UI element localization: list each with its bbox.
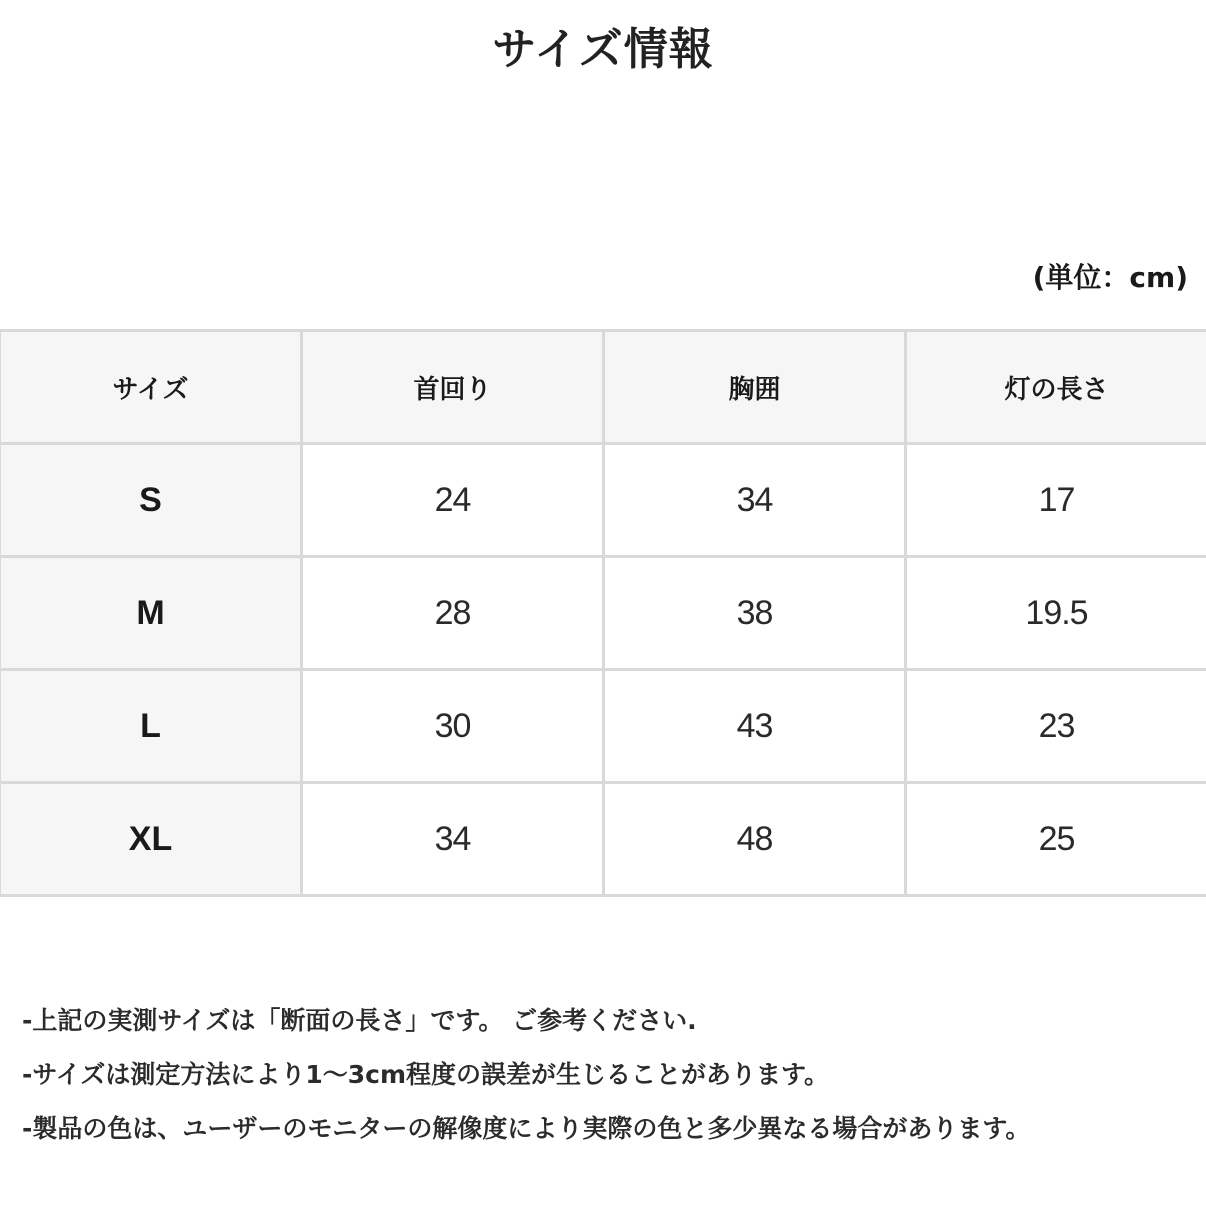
length-value: 25 xyxy=(906,783,1206,896)
neck-value: 24 xyxy=(302,444,604,557)
size-label: M xyxy=(0,557,302,670)
header-size: サイズ xyxy=(0,331,302,444)
table-row xyxy=(0,557,1206,670)
header-chest: 胸囲 xyxy=(604,331,906,444)
table-row xyxy=(0,670,1206,783)
note-measurement: -上記の実測サイズは「断面の長さ」です。 ご参考ください. xyxy=(22,1006,697,1035)
size-label: XL xyxy=(0,783,302,896)
table-row xyxy=(0,783,1206,896)
length-value: 19.5 xyxy=(906,557,1206,670)
chest-value: 43 xyxy=(604,670,906,783)
neck-value: 30 xyxy=(302,670,604,783)
size-table xyxy=(0,329,1206,897)
note-tolerance: -サイズは測定方法により1～3cm程度の誤差が生じることがあります。 xyxy=(22,1060,830,1089)
header-neck: 首回り xyxy=(302,331,604,444)
notes xyxy=(22,994,1192,1156)
chest-value: 48 xyxy=(604,783,906,896)
note-color: -製品の色は、ユーザーのモニターの解像度により実際の色と多少異なる場合があります。 xyxy=(22,1114,1031,1143)
neck-value: 28 xyxy=(302,557,604,670)
table-header-row xyxy=(0,331,1206,444)
length-value: 17 xyxy=(906,444,1206,557)
size-label: S xyxy=(0,444,302,557)
length-value: 23 xyxy=(906,670,1206,783)
unit-note: (単位：cm) xyxy=(1032,261,1188,294)
chest-value: 34 xyxy=(604,444,906,557)
size-label: L xyxy=(0,670,302,783)
header-length: 灯の長さ xyxy=(906,331,1206,444)
chest-value: 38 xyxy=(604,557,906,670)
table-row xyxy=(0,444,1206,557)
page-title: サイズ情報 xyxy=(492,24,714,75)
neck-value: 34 xyxy=(302,783,604,896)
